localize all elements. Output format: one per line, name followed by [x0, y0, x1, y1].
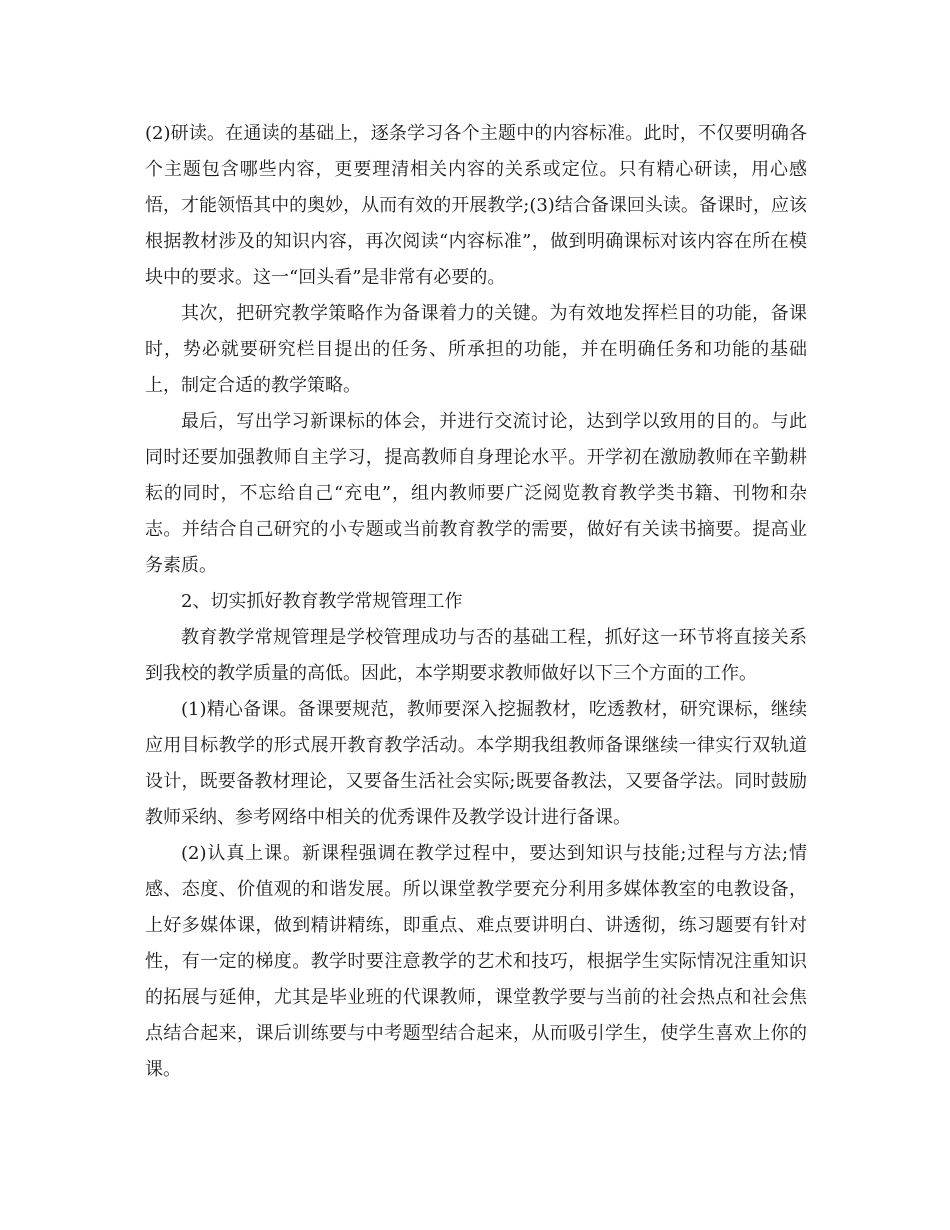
section-heading-routine-management: 2、切实抓好教育教学常规管理工作 — [181, 591, 463, 612]
paragraph-study-reading: (2)研读。在通读的基础上，逐条学习各个主题中的内容标准。此时，不仅要明确各个主题包含哪些内容，更要理清相关内容的关系或定位。只有精心研读，用心感悟，才能领悟其中的奥妙，从而有效的开展教学;(3)结合备课回头读。备课时，应该根据教材涉及的知识内容，再次阅读“内容标准”，做到明确课标对该内容在所在模块中的要求。这一“回头看”是非常有必要的。 — [145, 123, 807, 288]
paragraph-routine-management: 教育教学常规管理是学校管理成功与否的基础工程，抓好这一环节将直接关系到我校的教学质量的高低。因此，本学期要求教师做好以下三个方面的工作。 — [145, 627, 807, 684]
paragraph-teaching-strategy: 其次，把研究教学策略作为备课着力的关键。为有效地发挥栏目的功能，备课时，势必就要研究栏目提出的任务、所承担的功能，并在明确任务和功能的基础上，制定合适的教学策略。 — [145, 303, 807, 396]
paragraph-reflection: 最后，写出学习新课标的体会，并进行交流讨论，达到学以致用的目的。与此同时还要加强教师自主学习，提高教师自身理论水平。开学初在激励教师在辛勤耕耘的同时，不忘给自己“充电”，组内教师要广泛阅览教育教学类书籍、刊物和杂志。并结合自己研究的小专题或当前教育教学的需要，做好有关读书摘要。提高业务素质。 — [145, 411, 807, 576]
document-body — [145, 116, 807, 1088]
paragraph-classroom-teaching: (2)认真上课。新课程强调在教学过程中，要达到知识与技能;过程与方法;情感、态度、价值观的和谐发展。所以课堂教学要充分利用多媒体教室的电教设备，上好多媒体课，做到精讲精练，即重点、难点要讲明白、讲透彻，练习题要有针对性，有一定的梯度。教学时要注意教学的艺术和技巧，根据学生实际情况注重知识的拓展与延伸，尤其是毕业班的代课教师，课堂教学要与当前的社会热点和社会焦点结合起来，课后训练要与中考题型结合起来，从而吸引学生，使学生喜欢上你的课。 — [145, 843, 807, 1080]
paragraph-lesson-preparation: (1)精心备课。备课要规范，教师要深入挖掘教材，吃透教材，研究课标，继续应用目标教学的形式展开教育教学活动。本学期我组教师备课继续一律实行双轨道设计，既要备教材理论，又要备生活社会实际;既要备教法，又要备学法。同时鼓励教师采纳、参考网络中相关的优秀课件及教学设计进行备课。 — [145, 699, 807, 828]
